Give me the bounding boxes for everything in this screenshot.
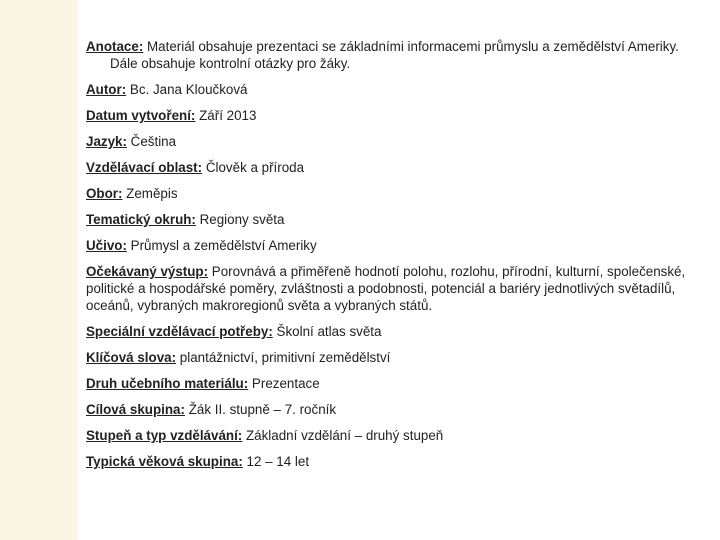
entry-value: Porovnává a přiměřeně hodnotí polohu, rozlohu, přírodní, kulturní, společenské, politické a hospodářské poměry, zvláštnosti a podobnosti, potenciál a bariéry jednotlivých světadílů, oceánů, vybraných makroregionů světa a vybraných států. (86, 264, 686, 313)
entry-label: Stupeň a typ vzdělávání: (86, 428, 243, 443)
entry-obor (86, 185, 716, 202)
entry-value: Základní vzdělání – druhý stupeň (242, 428, 444, 443)
entry-label: Vzdělávací oblast: (86, 160, 203, 175)
entry-anotace (86, 38, 716, 72)
entry-label: Jazyk: (86, 134, 127, 149)
entry-value: Žák II. stupně – 7. ročník (184, 402, 337, 417)
entry-jazyk (86, 133, 716, 150)
entry-vek (86, 453, 716, 470)
entry-value-continued: Dále obsahuje kontrolní otázky pro žáky. (110, 56, 351, 71)
entry-value: Průmysl a zemědělství Ameriky (126, 238, 317, 253)
entry-skupina (86, 401, 716, 418)
entry-vystup (86, 263, 716, 314)
entry-label: Obor: (86, 186, 123, 201)
entry-value: Školní atlas světa (272, 324, 382, 339)
entry-label: Anotace: (86, 39, 144, 54)
entry-value: Zeměpis (122, 186, 178, 201)
entry-okruh (86, 211, 716, 228)
entry-value: plantážnictví, primitivní zemědělství (176, 350, 391, 365)
entry-label: Očekávaný výstup: (86, 264, 209, 279)
entry-label: Učivo: (86, 238, 127, 253)
entry-value: Regiony světa (195, 212, 285, 227)
entry-value: Materiál obsahuje prezentaci se základními informacemi průmyslu a zemědělství Ameriky. (143, 39, 679, 54)
entry-druh (86, 375, 716, 392)
entry-value: Bc. Jana Kloučková (126, 82, 248, 97)
entry-slova (86, 349, 716, 366)
entry-ucivo (86, 237, 716, 254)
entry-label: Klíčová slova: (86, 350, 177, 365)
entry-label: Tematický okruh: (86, 212, 196, 227)
entry-value: 12 – 14 let (242, 454, 310, 469)
entry-label: Datum vytvoření: (86, 108, 196, 123)
entry-autor (86, 81, 716, 98)
entry-label: Druh učebního materiálu: (86, 376, 249, 391)
entry-label: Typická věková skupina: (86, 454, 243, 469)
metadata-list (86, 38, 716, 479)
entry-label: Speciální vzdělávací potřeby: (86, 324, 273, 339)
decorative-left-band (0, 0, 78, 540)
entry-potreby (86, 323, 716, 340)
entry-value: Člověk a příroda (202, 160, 305, 175)
entry-value: Září 2013 (195, 108, 257, 123)
entry-datum (86, 107, 716, 124)
entry-value: Prezentace (248, 376, 320, 391)
entry-stupen (86, 427, 716, 444)
entry-label: Cílová skupina: (86, 402, 185, 417)
entry-oblast (86, 159, 716, 176)
entry-value: Čeština (126, 134, 177, 149)
entry-label: Autor: (86, 82, 127, 97)
